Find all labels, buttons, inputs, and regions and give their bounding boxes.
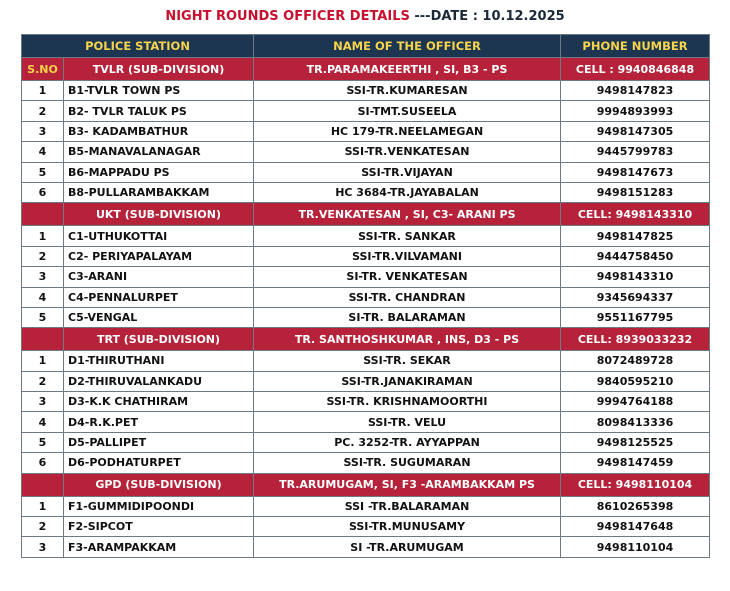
row-sno: 3 [22,392,64,412]
table-row [22,182,710,202]
table-row [22,412,710,432]
row-station: B8-PULLARAMBAKKAM [64,182,254,202]
row-sno: 1 [22,226,64,246]
row-station: C3-ARANI [64,267,254,287]
row-phone: 9498151283 [561,182,710,202]
row-officer: PC. 3252-TR. AYYAPPAN [254,432,561,452]
row-phone: 9498147825 [561,226,710,246]
row-station: C5-VENGAL [64,307,254,327]
row-station: B2- TVLR TALUK PS [64,101,254,121]
subdivision-row [22,473,710,496]
row-sno: 1 [22,351,64,371]
row-station: C2- PERIYAPALAYAM [64,246,254,266]
row-station: B6-MAPPADU PS [64,162,254,182]
row-officer: SSI-TR. SANKAR [254,226,561,246]
title-date: ---DATE : 10.12.2025 [414,9,565,24]
row-sno: 1 [22,81,64,101]
row-officer: SSI-TR.MUNUSAMY [254,517,561,537]
row-sno: 4 [22,142,64,162]
row-sno: 6 [22,182,64,202]
subdivision-sno [22,328,64,351]
row-officer: SI-TMT.SUSEELA [254,101,561,121]
row-sno: 4 [22,287,64,307]
subdivision-name: GPD (SUB-DIVISION) [64,473,254,496]
row-officer: SSI -TR.BALARAMAN [254,496,561,516]
table-body [22,58,710,558]
title-main: NIGHT ROUNDS OFFICER DETAILS [165,9,410,24]
row-phone: 9840595210 [561,371,710,391]
subdivision-officer: TR. SANTHOSHKUMAR , INS, D3 - PS [254,328,561,351]
page-title [0,9,730,24]
subdivision-phone: CELL : 9940846848 [561,58,710,81]
table-row [22,226,710,246]
subdivision-sno [22,203,64,226]
row-phone: 9994893993 [561,101,710,121]
row-sno: 2 [22,246,64,266]
subdivision-name: TVLR (SUB-DIVISION) [64,58,254,81]
table-row [22,121,710,141]
row-sno: 1 [22,496,64,516]
row-station: F2-SIPCOT [64,517,254,537]
row-officer: SSI-TR. VELU [254,412,561,432]
header-officer: NAME OF THE OFFICER [254,35,561,58]
row-officer: SSI-TR.VILVAMANI [254,246,561,266]
row-station: D2-THIRUVALANKADU [64,371,254,391]
table-row [22,101,710,121]
row-sno: 4 [22,412,64,432]
subdivision-row [22,328,710,351]
row-officer: SSI-TR. CHANDRAN [254,287,561,307]
table-row [22,267,710,287]
row-phone: 9498143310 [561,267,710,287]
row-phone: 9498147305 [561,121,710,141]
row-officer: SSI-TR.JANAKIRAMAN [254,371,561,391]
table-row [22,307,710,327]
row-sno: 5 [22,307,64,327]
row-station: B1-TVLR TOWN PS [64,81,254,101]
row-station: F3-ARAMPAKKAM [64,537,254,557]
row-phone: 8098413336 [561,412,710,432]
row-officer: SSI-TR. KRISHNAMOORTHI [254,392,561,412]
row-officer: HC 3684-TR.JAYABALAN [254,182,561,202]
row-sno: 2 [22,371,64,391]
row-sno: 3 [22,537,64,557]
subdivision-phone: CELL: 9498110104 [561,473,710,496]
table-row [22,432,710,452]
row-sno: 2 [22,517,64,537]
subdivision-phone: CELL: 8939033232 [561,328,710,351]
row-phone: 9498147648 [561,517,710,537]
subdivision-officer: TR.ARUMUGAM, SI, F3 -ARAMBAKKAM PS [254,473,561,496]
table-row [22,142,710,162]
table-row [22,453,710,473]
table-row [22,392,710,412]
row-officer: SI-TR. VENKATESAN [254,267,561,287]
table-row [22,517,710,537]
table-row [22,496,710,516]
row-officer: SI-TR. BALARAMAN [254,307,561,327]
row-sno: 3 [22,267,64,287]
row-phone: 9551167795 [561,307,710,327]
table-header-row [22,35,710,58]
subdivision-officer: TR.VENKATESAN , SI, C3- ARANI PS [254,203,561,226]
row-station: D6-PODHATURPET [64,453,254,473]
subdivision-phone: CELL: 9498143310 [561,203,710,226]
row-officer: SSI-TR. SUGUMARAN [254,453,561,473]
row-officer: SI -TR.ARUMUGAM [254,537,561,557]
row-phone: 9498110104 [561,537,710,557]
subdivision-name: UKT (SUB-DIVISION) [64,203,254,226]
row-phone: 8072489728 [561,351,710,371]
row-phone: 9498147459 [561,453,710,473]
row-officer: SSI-TR.VIJAYAN [254,162,561,182]
row-phone: 8610265398 [561,496,710,516]
table-row [22,162,710,182]
subdivision-officer: TR.PARAMAKEERTHI , SI, B3 - PS [254,58,561,81]
row-officer: SSI-TR. SEKAR [254,351,561,371]
row-phone: 9498147673 [561,162,710,182]
subdivision-sno [22,473,64,496]
row-sno: 3 [22,121,64,141]
row-phone: 9498147823 [561,81,710,101]
row-phone: 9445799783 [561,142,710,162]
row-officer: SSI-TR.VENKATESAN [254,142,561,162]
row-station: C4-PENNALURPET [64,287,254,307]
row-sno: 5 [22,432,64,452]
row-phone: 9498125525 [561,432,710,452]
row-station: B3- KADAMBATHUR [64,121,254,141]
row-sno: 6 [22,453,64,473]
header-station: POLICE STATION [22,35,254,58]
row-station: D5-PALLIPET [64,432,254,452]
table-row [22,537,710,557]
row-station: D3-K.K CHATHIRAM [64,392,254,412]
subdivision-sno: S.NO [22,58,64,81]
officer-table [21,34,710,558]
subdivision-row [22,58,710,81]
row-station: C1-UTHUKOTTAI [64,226,254,246]
table-row [22,287,710,307]
row-station: D1-THIRUTHANI [64,351,254,371]
row-officer: SSI-TR.KUMARESAN [254,81,561,101]
row-phone: 9444758450 [561,246,710,266]
row-station: F1-GUMMIDIPOONDI [64,496,254,516]
table-row [22,371,710,391]
row-sno: 2 [22,101,64,121]
row-station: D4-R.K.PET [64,412,254,432]
table-row [22,246,710,266]
table-row [22,351,710,371]
table-row [22,81,710,101]
header-phone: PHONE NUMBER [561,35,710,58]
row-phone: 9994764188 [561,392,710,412]
row-phone: 9345694337 [561,287,710,307]
subdivision-name: TRT (SUB-DIVISION) [64,328,254,351]
row-sno: 5 [22,162,64,182]
subdivision-row [22,203,710,226]
row-officer: HC 179-TR.NEELAMEGAN [254,121,561,141]
row-station: B5-MANAVALANAGAR [64,142,254,162]
